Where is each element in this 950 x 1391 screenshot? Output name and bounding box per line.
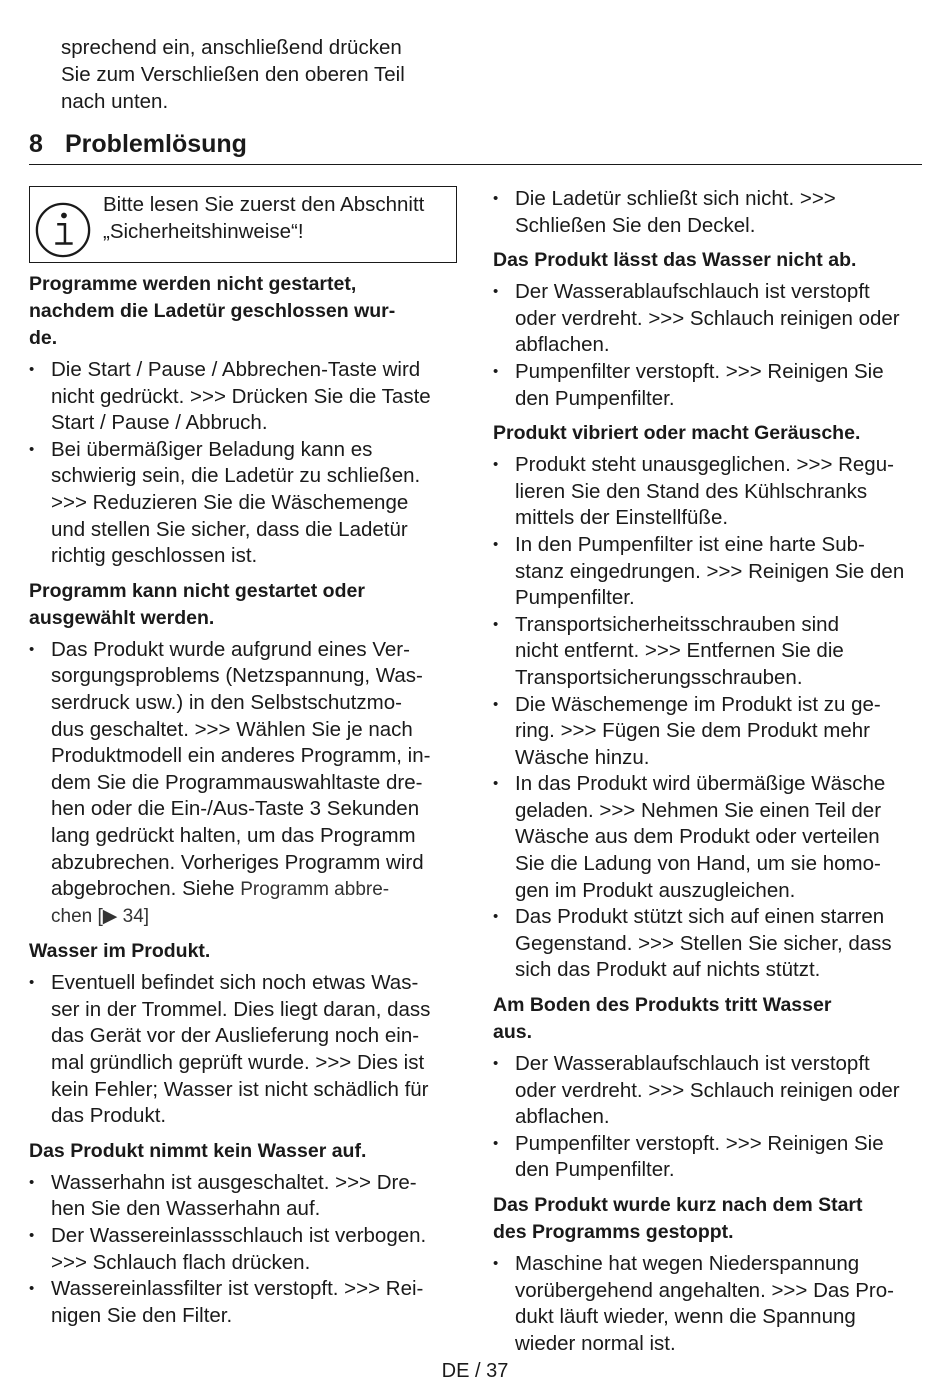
item-line [51,876,461,904]
bullet: • [493,1134,499,1152]
heading-line: Am Boden des Produkts tritt Wasser [493,994,832,1017]
intro-paragraph [61,34,461,115]
section-title: Problemlösung [65,130,247,158]
list-item [493,1251,928,1357]
item-line: dus geschaltet. >>> Wählen Sie je nach [51,717,413,741]
item-line: Wäsche aus dem Produkt oder verteilen [515,825,880,849]
item-line: >>> Schlauch flach drücken. [51,1250,311,1274]
list-item [493,1131,928,1184]
heading-line: de. [29,327,58,349]
solution-list [493,186,928,239]
item-line: ser in der Trommel. Dies liegt daran, dass [51,997,431,1021]
item-line: Gegenstand. >>> Stellen Sie sicher, dass [515,931,892,955]
item-line: Start / Pause / Abbruch. [51,411,268,435]
item-line: >>> Reduzieren Sie die Wäschemenge [51,490,409,514]
item-line: wieder normal ist. [515,1331,676,1355]
bullet: • [493,283,499,301]
item-line: stanz eingedrungen. >>> Reinigen Sie den [515,559,905,583]
item-line: Der Wasserablaufschlauch ist verstopft [515,1052,870,1076]
problem-heading [29,938,461,965]
cross-reference-link[interactable]: chen [▶ 34] [51,905,150,927]
list-item [29,1276,461,1329]
solution-list [493,1051,928,1184]
item-line: nicht entfernt. >>> Entfernen Sie die [515,639,844,663]
list-item [29,437,461,570]
list-item [493,692,928,772]
item-line: Eventuell befindet sich noch etwas Was- [51,971,419,995]
bullet: • [493,615,499,633]
list-item [29,637,461,931]
item-line: kein Fehler; Wasser ist nicht schädlich für [51,1077,429,1101]
item-line: Das Produkt wurde aufgrund eines Ver- [51,637,410,661]
item-line: Die Ladetür schließt sich nicht. >>> [515,187,836,210]
item-line: das Produkt. [51,1104,167,1128]
item-line: nicht gedrückt. >>> Drücken Sie die Taste [51,384,431,408]
bullet: • [493,908,499,926]
list-item [493,1051,928,1131]
item-line: Die Wäschemenge im Produkt ist zu ge- [515,692,881,716]
item-line: nigen Sie den Filter. [51,1303,233,1327]
list-item [493,612,928,692]
item-line: Die Start / Pause / Abbrechen-Taste wird [51,358,421,381]
item-line: Transportsicherheitsschrauben sind [515,612,839,636]
solution-list [493,452,928,984]
heading-line: Wasser im Produkt. [29,940,211,963]
heading-line: Programm kann nicht gestartet oder [29,579,365,602]
item-line: das Gerät vor der Auslieferung noch ein- [51,1024,420,1048]
problem-heading [493,247,928,274]
item-line: mittels der Einstellfüße. [515,506,729,530]
heading-line: Das Produkt lässt das Wasser nicht ab. [493,249,857,272]
item-line: schwierig sein, die Ladetür zu schließen. [51,464,421,488]
solution-list [29,357,461,570]
item-line: Pumpenfilter verstopft. >>> Reinigen Sie [515,1131,884,1155]
item-line: oder verdreht. >>> Schlauch reinigen oder [515,1078,900,1102]
note-text [103,191,455,245]
solution-list [29,970,461,1130]
bullet: • [29,1227,35,1245]
heading-line: Das Produkt wurde kurz nach dem Start [493,1194,863,1216]
item-line: und stellen Sie sicher, dass die Ladetür [51,517,408,541]
solution-list [493,1251,928,1357]
list-item [493,359,928,412]
item-line: ring. >>> Fügen Sie dem Produkt mehr [515,719,870,743]
item-line: Produktmodell ein anderes Programm, in- [51,744,431,768]
item-line: vorübergehend angehalten. >>> Das Pro- [515,1278,894,1302]
left-column [29,271,461,1337]
item-line: Transportsicherungsschrauben. [515,665,803,689]
heading-line: des Programms gestoppt. [493,1221,734,1243]
bullet: • [493,1055,499,1073]
bullet: • [493,1255,499,1272]
cross-reference-link[interactable]: Programm abbre- [240,879,390,901]
bullet: • [493,695,499,713]
list-item [29,1170,461,1223]
item-line: geladen. >>> Nehmen Sie einen Teil der [515,798,882,822]
item-line: Wäsche hinzu. [515,745,650,769]
bullet: • [29,1280,35,1298]
item-line: hen oder die Ein-/Aus-Taste 3 Sekunden [51,797,420,821]
bullet: • [493,535,499,553]
item-line: lang gedrückt halten, um das Programm [51,823,416,847]
item-line: sorgungsproblems (Netzspannung, Was- [51,664,423,688]
heading-line: nachdem die Ladetür geschlossen wur- [29,300,396,322]
bullet: • [29,974,35,992]
solution-list [29,637,461,931]
note-line: Bitte lesen Sie zuerst den Abschnitt [103,193,425,216]
list-item [29,1223,461,1276]
item-line: Der Wasserablaufschlauch ist verstopft [515,280,870,304]
bullet: • [493,775,499,793]
info-note [29,186,457,263]
list-item [493,452,928,532]
item-line: Produkt steht unausgeglichen. >>> Regu- [515,453,894,477]
list-item [493,771,928,904]
intro-line: sprechend ein, anschließend drücken [61,36,402,59]
solution-list [493,279,928,412]
list-item [493,279,928,359]
item-line: dem Sie die Programmauswahltaste dre- [51,770,423,794]
intro-line: nach unten. [61,90,169,113]
bullet: • [493,362,499,380]
item-line: Der Wassereinlassschlauch ist verbogen. [51,1224,427,1248]
bullet: • [29,440,35,458]
item-line: serdruck usw.) in den Selbstschutzmo- [51,690,402,714]
list-item [29,970,461,1130]
item-line: gen im Produkt auszugleichen. [515,878,796,902]
item-line: Wassereinlassfilter ist verstopft. >>> Rei- [51,1277,424,1301]
item-line: richtig geschlossen ist. [51,544,258,568]
list-item [493,532,928,612]
problem-heading [493,1192,928,1246]
item-line: dukt läuft wieder, wenn die Spannung [515,1305,856,1329]
right-column [493,186,928,1365]
item-line: Schließen Sie den Deckel. [515,213,756,237]
bullet: • [29,361,35,378]
item-line: oder verdreht. >>> Schlauch reinigen oder [515,306,900,330]
heading-line: aus. [493,1021,533,1044]
heading-line: Produkt vibriert oder macht Geräusche. [493,422,861,445]
item-line: Das Produkt stützt sich auf einen starren [515,905,885,929]
section-number: 8 [29,130,43,158]
item-line: Pumpenfilter. [515,586,635,610]
item-line: Wasserhahn ist ausgeschaltet. >>> Dre- [51,1170,417,1194]
item-line: In das Produkt wird übermäßige Wäsche [515,772,886,796]
heading-line: Programme werden nicht gestartet, [29,273,357,295]
solution-list [29,1170,461,1330]
item-line: lieren Sie den Stand des Kühlschranks [515,479,868,503]
list-item [493,186,928,239]
bullet: • [29,1173,35,1191]
bullet: • [493,190,499,207]
page-number: DE / 37 [441,1360,509,1382]
note-line: „Sicherheitshinweise“! [103,220,304,243]
list-item [493,904,928,984]
item-line: den Pumpenfilter. [515,386,675,410]
bullet: • [493,456,499,474]
heading-line: Das Produkt nimmt kein Wasser auf. [29,1139,367,1162]
problem-heading [29,1138,461,1165]
item-line: In den Pumpenfilter ist eine harte Sub- [515,532,865,556]
item-line: hen Sie den Wasserhahn auf. [51,1197,321,1221]
info-icon [34,201,92,259]
item-line: Maschine hat wegen Niederspannung [515,1252,860,1275]
problem-heading [493,420,928,447]
item-line: abflachen. [515,333,610,357]
item-line: Sie die Ladung von Hand, um sie homo- [515,852,881,876]
problem-heading [29,578,461,632]
list-item [29,357,461,437]
item-line: den Pumpenfilter. [515,1158,675,1182]
item-line-prefix: abgebrochen. Siehe [51,877,241,901]
item-line: mal gründlich geprüft wurde. >>> Dies ist [51,1051,425,1075]
item-line: abzubrechen. Vorheriges Programm wird [51,850,424,874]
intro-line: Sie zum Verschließen den oberen Teil [61,63,405,86]
item-line: Pumpenfilter verstopft. >>> Reinigen Sie [515,359,884,383]
section-heading [29,128,922,165]
problem-heading [493,992,928,1046]
bullet: • [29,640,35,658]
item-line: sich das Produkt auf nichts stützt. [515,958,821,982]
heading-line: ausgewählt werden. [29,606,215,629]
item-line: Bei übermäßiger Beladung kann es [51,437,373,461]
problem-heading [29,271,461,352]
item-line: abflachen. [515,1105,610,1129]
